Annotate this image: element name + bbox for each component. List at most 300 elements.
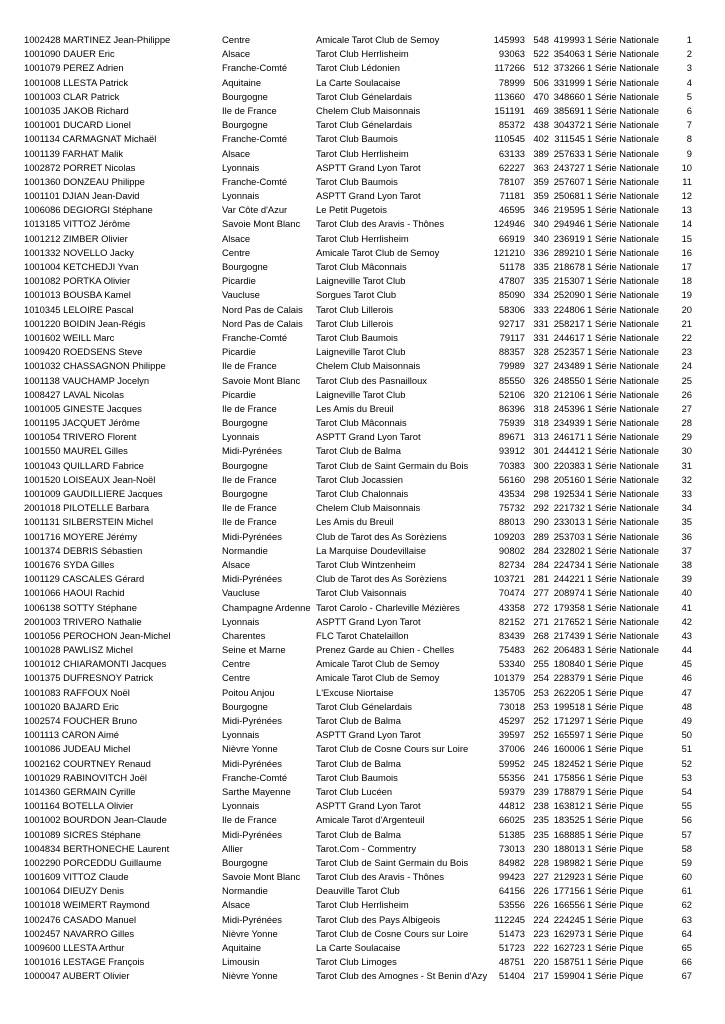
- points-cell: 99423: [498, 871, 525, 883]
- rank-cell: 3: [686, 62, 692, 74]
- total-cell: 168885: [553, 828, 585, 840]
- points-cell: 75483: [498, 644, 525, 656]
- count-cell: 506: [533, 76, 549, 88]
- rank-cell: 63: [681, 913, 692, 925]
- count-cell: 512: [533, 62, 549, 74]
- rank-cell: 5: [686, 90, 692, 102]
- rank-cell: 48: [681, 700, 692, 712]
- region-cell: Lyonnais: [222, 800, 260, 812]
- club-cell: Tarot Club de Balma: [316, 715, 401, 726]
- region-cell: Nièvre Yonne: [222, 743, 278, 755]
- player-cell: 1001056 PEROCHON Jean-Michel: [24, 629, 171, 641]
- table-row: [0, 132, 725, 146]
- division-cell: 1 Série Nationale: [587, 544, 659, 556]
- club-cell: Tarot Club de Balma: [316, 828, 401, 840]
- rank-cell: 31: [681, 459, 692, 471]
- club-cell: Club de Tarot des As Sorèziens: [316, 530, 447, 542]
- count-cell: 301: [533, 445, 549, 457]
- table-row: [0, 870, 725, 884]
- table-row: [0, 118, 725, 132]
- division-cell: 1 Série Nationale: [587, 218, 659, 230]
- division-cell: 1 Série Nationale: [587, 431, 659, 443]
- player-cell: 1001013 BOUSBA Kamel: [24, 289, 131, 301]
- club-cell: Club de Tarot des As Sorèziens: [316, 573, 447, 585]
- club-cell: ASPTT Grand Lyon Tarot: [316, 161, 421, 173]
- region-cell: Nord Pas de Calais: [222, 303, 303, 315]
- points-cell: 110545: [494, 133, 525, 145]
- club-cell: Tarot Carolo - Charleville Mézières: [316, 601, 460, 613]
- count-cell: 389: [533, 147, 549, 159]
- region-cell: Picardie: [222, 346, 256, 358]
- total-cell: 257607: [553, 175, 585, 187]
- region-cell: Bourgogne: [222, 90, 268, 102]
- total-cell: 178879: [553, 785, 585, 797]
- table-row: [0, 473, 725, 487]
- count-cell: 334: [533, 289, 549, 301]
- points-cell: 58306: [498, 303, 525, 315]
- rank-cell: 33: [681, 488, 692, 499]
- player-cell: 1001164 BOTELLA Olivier: [24, 800, 134, 812]
- count-cell: 235: [533, 828, 549, 840]
- table-row: [0, 260, 725, 274]
- player-cell: 1001028 PAWLISZ Michel: [24, 644, 133, 656]
- rank-cell: 34: [681, 502, 692, 514]
- player-cell: 1001043 QUILLARD Fabrice: [24, 459, 144, 471]
- division-cell: 1 Série Nationale: [587, 615, 659, 627]
- region-cell: Midi-Pyrénées: [222, 445, 282, 457]
- region-cell: Aquitaine: [222, 76, 262, 88]
- player-cell: 1001004 KETCHEDJI Yvan: [24, 261, 139, 272]
- total-cell: 218678: [553, 261, 585, 272]
- division-cell: 1 Série Nationale: [587, 275, 659, 287]
- region-cell: Midi-Pyrénées: [222, 757, 282, 769]
- rank-cell: 39: [681, 573, 692, 585]
- points-cell: 51723: [498, 942, 525, 953]
- table-row: [0, 345, 725, 359]
- division-cell: 1 Série Nationale: [587, 161, 659, 173]
- total-cell: 158751: [553, 956, 585, 968]
- table-row: [0, 217, 725, 231]
- points-cell: 66919: [498, 232, 525, 244]
- rank-cell: 28: [681, 417, 692, 429]
- region-cell: Centre: [222, 672, 251, 684]
- total-cell: 188013: [553, 842, 585, 854]
- club-cell: Tarot Club des Pays Albigeois: [316, 913, 441, 925]
- player-cell: 1002872 PORRET Nicolas: [24, 161, 136, 173]
- rank-cell: 25: [681, 374, 692, 386]
- club-cell: Les Amis du Breuil: [316, 402, 394, 414]
- player-cell: 1001066 HAOUI Rachid: [24, 587, 125, 599]
- player-cell: 1001032 CHASSAGNON Philippe: [24, 360, 166, 372]
- count-cell: 220: [533, 956, 549, 968]
- points-cell: 45297: [498, 715, 525, 726]
- table-row: [0, 757, 725, 771]
- total-cell: 217439: [553, 629, 585, 641]
- count-cell: 224: [533, 913, 549, 925]
- rank-cell: 23: [681, 346, 692, 358]
- total-cell: 354063: [553, 48, 585, 60]
- table-row: [0, 530, 725, 544]
- table-row: [0, 898, 725, 912]
- division-cell: 1 Série Nationale: [587, 402, 659, 414]
- total-cell: 175856: [553, 771, 585, 783]
- rank-cell: 57: [681, 828, 692, 840]
- club-cell: Tarot Club de Cosne Cours sur Loire: [316, 927, 469, 939]
- rank-cell: 26: [681, 388, 692, 400]
- division-cell: 1 Série Nationale: [587, 104, 659, 116]
- rank-cell: 46: [681, 672, 692, 684]
- total-cell: 180840: [553, 658, 585, 670]
- total-cell: 224245: [553, 913, 585, 925]
- total-cell: 244617: [553, 331, 585, 343]
- player-cell: 1001129 CASCALES Gérard: [24, 573, 145, 585]
- region-cell: Var Côte d'Azur: [222, 204, 288, 216]
- club-cell: ASPTT Grand Lyon Tarot: [316, 615, 421, 627]
- division-cell: 1 Série Nationale: [587, 445, 659, 457]
- total-cell: 183525: [553, 814, 585, 826]
- total-cell: 348660: [553, 90, 585, 102]
- count-cell: 284: [533, 544, 549, 556]
- points-cell: 43358: [498, 601, 525, 613]
- player-cell: 1001139 FARHAT Malik: [24, 147, 124, 159]
- division-cell: 1 Série Nationale: [587, 34, 659, 45]
- club-cell: Tarot Club Herrlisheim: [316, 232, 409, 244]
- table-row: [0, 913, 725, 927]
- total-cell: 252357: [553, 346, 585, 358]
- player-cell: 1001020 BAJARD Eric: [24, 700, 119, 712]
- division-cell: 1 Série Pique: [587, 729, 644, 741]
- table-row: [0, 657, 725, 671]
- table-row: [0, 941, 725, 955]
- player-cell: 1006138 SOTTY Stéphane: [24, 601, 137, 613]
- region-cell: Bourgogne: [222, 856, 268, 868]
- total-cell: 177156: [553, 885, 585, 897]
- region-cell: Normandie: [222, 885, 268, 897]
- player-cell: 1001375 DUFRESNOY Patrick: [24, 672, 154, 684]
- club-cell: Tarot Club de Saint Germain du Bois: [316, 856, 469, 868]
- rank-cell: 59: [681, 856, 692, 868]
- player-cell: 1001008 LLESTA Patrick: [24, 76, 129, 88]
- division-cell: 1 Série Pique: [587, 785, 644, 797]
- total-cell: 243489: [553, 360, 585, 372]
- rank-cell: 36: [681, 530, 692, 542]
- club-cell: Amicale Tarot Club de Semoy: [316, 672, 440, 684]
- count-cell: 548: [533, 34, 549, 45]
- table-row: [0, 799, 725, 813]
- region-cell: Savoie Mont Blanc: [222, 374, 301, 386]
- points-cell: 75732: [498, 502, 525, 514]
- rank-cell: 42: [681, 615, 692, 627]
- club-cell: Sorgues Tarot Club: [316, 289, 397, 301]
- club-cell: Les Amis du Breuil: [316, 516, 394, 528]
- club-cell: Le Petit Pugetois: [316, 204, 387, 216]
- club-cell: Tarot Club de Cosne Cours sur Loire: [316, 743, 469, 755]
- division-cell: 1 Série Nationale: [587, 573, 659, 585]
- division-cell: 1 Série Pique: [587, 913, 644, 925]
- division-cell: 1 Série Nationale: [587, 204, 659, 216]
- region-cell: Franche-Comté: [222, 62, 288, 74]
- player-cell: 1002476 CASADO Manuel: [24, 913, 137, 925]
- club-cell: Tarot Club Vaisonnais: [316, 587, 407, 599]
- region-cell: Ile de France: [222, 402, 277, 414]
- region-cell: Vaucluse: [222, 587, 260, 599]
- club-cell: Tarot Club Herrlisheim: [316, 899, 409, 911]
- table-row: [0, 274, 725, 288]
- rank-cell: 40: [681, 587, 692, 599]
- rank-cell: 62: [681, 899, 692, 911]
- region-cell: Vaucluse: [222, 289, 260, 301]
- table-row: [0, 487, 725, 501]
- table-row: [0, 828, 725, 842]
- total-cell: 419993: [553, 34, 585, 45]
- division-cell: 1 Série Nationale: [587, 175, 659, 187]
- total-cell: 192534: [553, 488, 585, 499]
- division-cell: 1 Série Nationale: [587, 473, 659, 485]
- points-cell: 93912: [498, 445, 525, 457]
- count-cell: 253: [533, 700, 549, 712]
- player-cell: 1002428 MARTINEZ Jean-Philippe: [24, 34, 171, 45]
- region-cell: Centre: [222, 34, 251, 45]
- count-cell: 328: [533, 346, 549, 358]
- division-cell: 1 Série Nationale: [587, 48, 659, 60]
- division-cell: 1 Série Nationale: [587, 331, 659, 343]
- count-cell: 340: [533, 218, 549, 230]
- points-cell: 51385: [498, 828, 525, 840]
- rank-cell: 16: [681, 246, 692, 258]
- rank-cell: 58: [681, 842, 692, 854]
- points-cell: 37006: [498, 743, 525, 755]
- division-cell: 1 Série Nationale: [587, 388, 659, 400]
- count-cell: 318: [533, 417, 549, 429]
- division-cell: 1 Série Pique: [587, 658, 644, 670]
- count-cell: 402: [533, 133, 549, 145]
- division-cell: 1 Série Nationale: [587, 644, 659, 656]
- region-cell: Franche-Comté: [222, 771, 288, 783]
- division-cell: 1 Série Nationale: [587, 360, 659, 372]
- rank-cell: 11: [682, 175, 692, 187]
- points-cell: 78999: [498, 76, 525, 88]
- division-cell: 1 Série Pique: [587, 828, 644, 840]
- total-cell: 385691: [553, 104, 585, 116]
- points-cell: 53340: [498, 658, 525, 670]
- region-cell: Alsace: [222, 232, 251, 244]
- region-cell: Alsace: [222, 48, 251, 60]
- rank-cell: 37: [681, 544, 692, 556]
- region-cell: Lyonnais: [222, 431, 260, 443]
- count-cell: 239: [533, 785, 549, 797]
- count-cell: 262: [533, 644, 549, 656]
- division-cell: 1 Série Nationale: [587, 246, 659, 258]
- region-cell: Sarthe Mayenne: [222, 785, 291, 797]
- points-cell: 48751: [498, 956, 525, 968]
- club-cell: Laigneville Tarot Club: [316, 388, 406, 400]
- rank-cell: 47: [681, 686, 692, 698]
- points-cell: 64156: [498, 885, 525, 897]
- club-cell: Tarot Club Baumois: [316, 175, 398, 187]
- total-cell: 206483: [553, 644, 585, 656]
- count-cell: 318: [533, 402, 549, 414]
- table-row: [0, 643, 725, 657]
- division-cell: 1 Série Nationale: [587, 76, 659, 88]
- rank-cell: 20: [681, 303, 692, 315]
- division-cell: 1 Série Nationale: [587, 147, 659, 159]
- points-cell: 70474: [498, 587, 525, 599]
- rank-cell: 53: [681, 771, 692, 783]
- table-row: [0, 416, 725, 430]
- table-row: [0, 189, 725, 203]
- player-cell: 1001005 GINESTE Jacques: [24, 402, 142, 414]
- player-cell: 1001054 TRIVERO Florent: [24, 431, 137, 443]
- count-cell: 335: [533, 275, 549, 287]
- region-cell: Nièvre Yonne: [222, 927, 278, 939]
- total-cell: 252090: [553, 289, 585, 301]
- player-cell: 1001113 CARON Aimé: [24, 729, 120, 741]
- total-cell: 244412: [553, 445, 585, 457]
- region-cell: Nièvre Yonne: [222, 970, 278, 982]
- division-cell: 1 Série Nationale: [587, 459, 659, 471]
- club-cell: Tarot Club Baumois: [316, 133, 398, 145]
- table-row: [0, 884, 725, 898]
- points-cell: 112245: [494, 913, 525, 925]
- ranking-table: [0, 33, 725, 984]
- player-cell: 1001520 LOISEAUX Jean-Noël: [24, 473, 156, 485]
- club-cell: ASPTT Grand Lyon Tarot: [316, 190, 421, 202]
- player-cell: 1001089 SICRES Stéphane: [24, 828, 141, 840]
- club-cell: Tarot Club de Balma: [316, 445, 401, 457]
- points-cell: 89671: [498, 431, 525, 443]
- player-cell: 1001101 DJIAN Jean-David: [24, 190, 140, 202]
- total-cell: 234939: [553, 417, 585, 429]
- rank-cell: 60: [681, 871, 692, 883]
- points-cell: 145993: [493, 34, 525, 45]
- player-cell: 1001212 ZIMBER Olivier: [24, 232, 128, 244]
- region-cell: Lyonnais: [222, 615, 260, 627]
- player-cell: 1001064 DIEUZY Denis: [24, 885, 124, 897]
- total-cell: 244221: [553, 573, 585, 585]
- points-cell: 73013: [498, 842, 525, 854]
- points-cell: 70383: [498, 459, 525, 471]
- player-cell: 1001332 NOVELLO Jacky: [24, 246, 134, 258]
- points-cell: 47807: [498, 275, 525, 287]
- region-cell: Bourgogne: [222, 488, 268, 499]
- total-cell: 224806: [553, 303, 585, 315]
- rank-cell: 55: [681, 800, 692, 812]
- rank-cell: 14: [681, 218, 692, 230]
- table-row: [0, 90, 725, 104]
- points-cell: 135705: [493, 686, 525, 698]
- club-cell: Tarot.Com - Commentry: [316, 842, 417, 854]
- rank-cell: 21: [681, 317, 692, 329]
- club-cell: Tarot Club de Saint Germain du Bois: [316, 459, 469, 471]
- player-cell: 1001131 SILBERSTEIN Michel: [24, 516, 154, 528]
- count-cell: 290: [533, 516, 549, 528]
- player-cell: 1001018 WEIMERT Raymond: [24, 899, 150, 911]
- player-cell: 1009600 LLESTA Arthur: [24, 942, 125, 953]
- count-cell: 222: [533, 942, 549, 953]
- table-row: [0, 246, 725, 260]
- table-row: [0, 444, 725, 458]
- division-cell: 1 Série Nationale: [587, 530, 659, 542]
- points-cell: 83439: [498, 629, 525, 641]
- count-cell: 235: [533, 814, 549, 826]
- total-cell: 245396: [553, 402, 585, 414]
- points-cell: 51404: [498, 970, 525, 982]
- club-cell: ASPTT Grand Lyon Tarot: [316, 729, 421, 741]
- region-cell: Nord Pas de Calais: [222, 317, 303, 329]
- points-cell: 39597: [498, 729, 525, 741]
- points-cell: 86396: [498, 402, 525, 414]
- player-cell: 1001083 RAFFOUX Noël: [24, 686, 130, 698]
- club-cell: Chelem Club Maisonnais: [316, 360, 421, 372]
- total-cell: 257633: [553, 147, 585, 159]
- rank-cell: 27: [681, 402, 692, 414]
- player-cell: 1002574 FOUCHER Bruno: [24, 715, 138, 726]
- table-row: [0, 771, 725, 785]
- division-cell: 1 Série Nationale: [587, 587, 659, 599]
- points-cell: 43534: [498, 488, 525, 499]
- table-row: [0, 61, 725, 75]
- rank-cell: 4: [686, 76, 692, 88]
- total-cell: 182452: [553, 757, 585, 769]
- rank-cell: 56: [681, 814, 692, 826]
- player-cell: 1006086 DEGIORGI Stéphane: [24, 204, 153, 216]
- club-cell: Tarot Club Mâconnais: [316, 261, 407, 272]
- rank-cell: 8: [686, 133, 692, 145]
- rank-cell: 52: [681, 757, 692, 769]
- points-cell: 151191: [494, 104, 525, 116]
- points-cell: 63133: [498, 147, 525, 159]
- total-cell: 246171: [553, 431, 585, 443]
- count-cell: 292: [533, 502, 549, 514]
- club-cell: Tarot Club Chalonnais: [316, 488, 409, 499]
- rank-cell: 32: [681, 473, 692, 485]
- table-row: [0, 104, 725, 118]
- points-cell: 85550: [498, 374, 525, 386]
- table-row: [0, 955, 725, 969]
- division-cell: 1 Série Nationale: [587, 303, 659, 315]
- club-cell: Tarot Club Jocassien: [316, 473, 404, 485]
- division-cell: 1 Série Pique: [587, 956, 644, 968]
- total-cell: 208974: [553, 587, 585, 599]
- player-cell: 1001374 DEBRIS Sébastien: [24, 544, 143, 556]
- rank-cell: 35: [681, 516, 692, 528]
- division-cell: 1 Série Pique: [587, 871, 644, 883]
- player-cell: 1014360 GERMAIN Cyrille: [24, 785, 136, 797]
- rank-cell: 38: [681, 558, 692, 570]
- table-row: [0, 842, 725, 856]
- club-cell: Tarot Club Herrlisheim: [316, 147, 409, 159]
- player-cell: 1001079 PEREZ Adrien: [24, 62, 124, 74]
- region-cell: Midi-Pyrénées: [222, 715, 282, 726]
- division-cell: 1 Série Pique: [587, 970, 644, 982]
- region-cell: Normandie: [222, 544, 268, 556]
- division-cell: 1 Série Pique: [587, 672, 644, 684]
- player-cell: 1002290 PORCEDDU Guillaume: [24, 856, 162, 868]
- player-cell: 2001003 TRIVERO Nathalie: [24, 615, 142, 627]
- region-cell: Champagne Ardenne: [222, 601, 311, 613]
- region-cell: Midi-Pyrénées: [222, 913, 282, 925]
- count-cell: 226: [533, 899, 549, 911]
- division-cell: 1 Série Nationale: [587, 417, 659, 429]
- total-cell: 228379: [553, 672, 585, 684]
- count-cell: 254: [533, 672, 549, 684]
- player-cell: 1001602 WEILL Marc: [24, 331, 115, 343]
- region-cell: Ile de France: [222, 502, 277, 514]
- count-cell: 363: [533, 161, 549, 173]
- region-cell: Charentes: [222, 629, 266, 641]
- points-cell: 121210: [493, 246, 525, 258]
- club-cell: Tarot Club Génelardais: [316, 119, 412, 131]
